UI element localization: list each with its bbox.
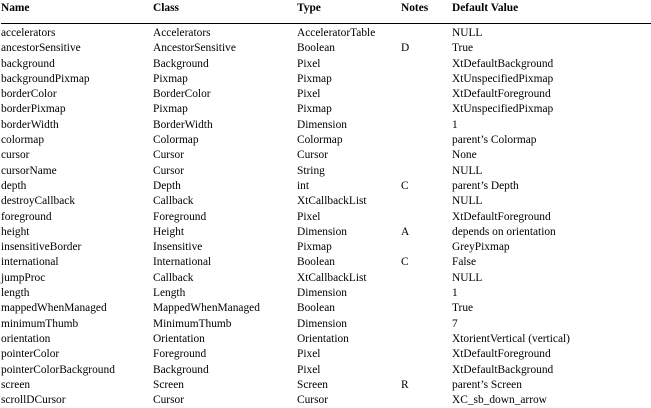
table-row bbox=[1, 240, 651, 255]
cell-class: MinimumThumb bbox=[153, 317, 232, 330]
cell-type: XtCallbackList bbox=[297, 271, 367, 284]
cell-name: background bbox=[1, 57, 55, 70]
cell-type: Dimension bbox=[297, 118, 347, 131]
cell-default-value: XC_sb_down_arrow bbox=[452, 394, 547, 407]
cell-name: backgroundPixmap bbox=[1, 72, 90, 85]
cell-type: Pixel bbox=[297, 348, 321, 361]
cell-class: Cursor bbox=[153, 164, 185, 177]
cell-class: Colormap bbox=[153, 134, 199, 147]
table-row bbox=[1, 210, 651, 225]
cell-class: MappedWhenManaged bbox=[153, 302, 260, 315]
table-row bbox=[1, 133, 651, 148]
cell-type: Boolean bbox=[297, 42, 335, 55]
cell-default-value: NULL bbox=[452, 271, 483, 284]
cell-class: Pixmap bbox=[153, 72, 188, 85]
header-type: Type bbox=[297, 2, 321, 14]
cell-class: Depth bbox=[153, 179, 181, 192]
cell-type: Dimension bbox=[297, 287, 347, 300]
cell-class: Background bbox=[153, 363, 209, 376]
cell-type: Dimension bbox=[297, 225, 347, 238]
table-row bbox=[1, 286, 651, 301]
cell-type: Screen bbox=[297, 378, 328, 391]
cell-default-value: XtDefaultForeground bbox=[452, 88, 551, 101]
cell-name: minimumThumb bbox=[1, 317, 79, 330]
cell-default-value: 1 bbox=[452, 118, 458, 131]
cell-class: Background bbox=[153, 57, 209, 70]
table-row bbox=[1, 148, 651, 163]
cell-default-value: XtDefaultForeground bbox=[452, 210, 551, 223]
cell-default-value: None bbox=[452, 149, 477, 162]
cell-name: borderColor bbox=[1, 88, 57, 101]
cell-name: screen bbox=[1, 378, 31, 391]
table-row bbox=[1, 87, 651, 102]
table-row bbox=[1, 301, 651, 316]
cell-default-value: GreyPixmap bbox=[452, 241, 510, 254]
cell-notes: R bbox=[401, 378, 409, 391]
cell-type: Orientation bbox=[297, 332, 349, 345]
cell-type: Cursor bbox=[297, 149, 329, 162]
cell-class: Pixmap bbox=[153, 103, 188, 116]
cell-name: accelerators bbox=[1, 27, 56, 39]
cell-default-value: 7 bbox=[452, 317, 458, 330]
table-header-row bbox=[1, 0, 651, 16]
cell-class: Foreground bbox=[153, 210, 207, 223]
table-row bbox=[1, 72, 651, 87]
cell-type: Boolean bbox=[297, 302, 335, 315]
cell-default-value: XtUnspecifiedPixmap bbox=[452, 103, 554, 116]
cell-default-value: parent’s Depth bbox=[452, 179, 519, 192]
table-row bbox=[1, 332, 651, 347]
cell-type: Dimension bbox=[297, 317, 347, 330]
cell-class: BorderWidth bbox=[153, 118, 213, 131]
cell-name: ancestorSensitive bbox=[1, 42, 81, 55]
cell-type: Boolean bbox=[297, 256, 335, 269]
cell-class: Height bbox=[153, 225, 185, 238]
table-row bbox=[1, 41, 651, 56]
table-row bbox=[1, 118, 651, 133]
cell-type: String bbox=[297, 164, 325, 177]
header-default-value: Default Value bbox=[452, 2, 519, 14]
cell-default-value: XtDefaultBackground bbox=[452, 363, 554, 376]
cell-name: height bbox=[1, 225, 30, 238]
cell-name: pointerColor bbox=[1, 348, 60, 361]
cell-default-value: NULL bbox=[452, 195, 483, 208]
header-rule bbox=[1, 23, 651, 24]
cell-notes: C bbox=[401, 179, 409, 192]
table-row bbox=[1, 393, 651, 408]
cell-type: AcceleratorTable bbox=[297, 27, 376, 39]
cell-class: Callback bbox=[153, 195, 194, 208]
table-row bbox=[1, 317, 651, 332]
cell-name: international bbox=[1, 256, 59, 269]
table-body bbox=[1, 26, 651, 408]
cell-name: mappedWhenManaged bbox=[1, 302, 107, 315]
table-row bbox=[1, 271, 651, 286]
table-row bbox=[1, 378, 651, 393]
cell-class: BorderColor bbox=[153, 88, 211, 101]
cell-notes: D bbox=[401, 42, 410, 55]
cell-class: International bbox=[153, 256, 212, 269]
cell-default-value: XtDefaultBackground bbox=[452, 57, 554, 70]
resource-table bbox=[1, 0, 651, 408]
cell-type: Pixel bbox=[297, 210, 321, 223]
table-row bbox=[1, 179, 651, 194]
cell-name: jumpProc bbox=[1, 271, 46, 284]
cell-default-value: False bbox=[452, 256, 477, 269]
cell-class: Insensitive bbox=[153, 241, 203, 254]
cell-class: Foreground bbox=[153, 348, 207, 361]
cell-type: Pixmap bbox=[297, 103, 332, 116]
cell-class: Callback bbox=[153, 271, 194, 284]
cell-name: colormap bbox=[1, 134, 45, 147]
table-row bbox=[1, 102, 651, 117]
cell-default-value: NULL bbox=[452, 164, 483, 177]
cell-name: cursorName bbox=[1, 164, 57, 177]
cell-default-value: depends on orientation bbox=[452, 225, 556, 238]
cell-type: XtCallbackList bbox=[297, 195, 367, 208]
cell-class: Cursor bbox=[153, 394, 185, 407]
cell-type: Pixel bbox=[297, 88, 321, 101]
cell-default-value: XtUnspecifiedPixmap bbox=[452, 72, 554, 85]
table-row bbox=[1, 347, 651, 362]
cell-type: Pixmap bbox=[297, 72, 332, 85]
header-class: Class bbox=[153, 2, 179, 14]
cell-class: Accelerators bbox=[153, 27, 211, 39]
cell-name: insensitiveBorder bbox=[1, 241, 82, 254]
cell-default-value: True bbox=[452, 302, 474, 315]
cell-type: Pixel bbox=[297, 57, 321, 70]
cell-notes: A bbox=[401, 225, 410, 238]
cell-type: Colormap bbox=[297, 134, 343, 147]
table-row bbox=[1, 363, 651, 378]
cell-name: borderPixmap bbox=[1, 103, 66, 116]
table-row bbox=[1, 164, 651, 179]
table-row bbox=[1, 194, 651, 209]
cell-default-value: parent’s Screen bbox=[452, 378, 522, 391]
cell-default-value: NULL bbox=[452, 27, 483, 39]
cell-name: destroyCallback bbox=[1, 195, 76, 208]
cell-name: borderWidth bbox=[1, 118, 59, 131]
cell-class: Length bbox=[153, 287, 186, 300]
cell-class: Cursor bbox=[153, 149, 185, 162]
cell-name: depth bbox=[1, 179, 27, 192]
table-row bbox=[1, 255, 651, 270]
cell-default-value: XtorientVertical (vertical) bbox=[452, 332, 570, 345]
cell-type: Pixmap bbox=[297, 241, 332, 254]
cell-type: int bbox=[297, 179, 310, 192]
header-name: Name bbox=[1, 2, 30, 14]
cell-default-value: parent’s Colormap bbox=[452, 134, 537, 147]
cell-notes: C bbox=[401, 256, 409, 269]
cell-class: AncestorSensitive bbox=[153, 42, 236, 55]
cell-name: cursor bbox=[1, 149, 30, 162]
header-gap bbox=[1, 16, 651, 26]
cell-name: orientation bbox=[1, 332, 51, 345]
cell-type: Pixel bbox=[297, 363, 321, 376]
cell-default-value: 1 bbox=[452, 287, 458, 300]
table-row bbox=[1, 225, 651, 240]
cell-name: scrollDCursor bbox=[1, 394, 66, 407]
table-row bbox=[1, 57, 651, 72]
cell-name: foreground bbox=[1, 210, 52, 223]
cell-default-value: XtDefaultForeground bbox=[452, 348, 551, 361]
cell-default-value: True bbox=[452, 42, 474, 55]
cell-type: Cursor bbox=[297, 394, 329, 407]
cell-name: length bbox=[1, 287, 30, 300]
header-notes: Notes bbox=[401, 2, 429, 14]
cell-name: pointerColorBackground bbox=[1, 363, 115, 376]
cell-class: Screen bbox=[153, 378, 184, 391]
cell-class: Orientation bbox=[153, 332, 205, 345]
table-row bbox=[1, 26, 651, 41]
